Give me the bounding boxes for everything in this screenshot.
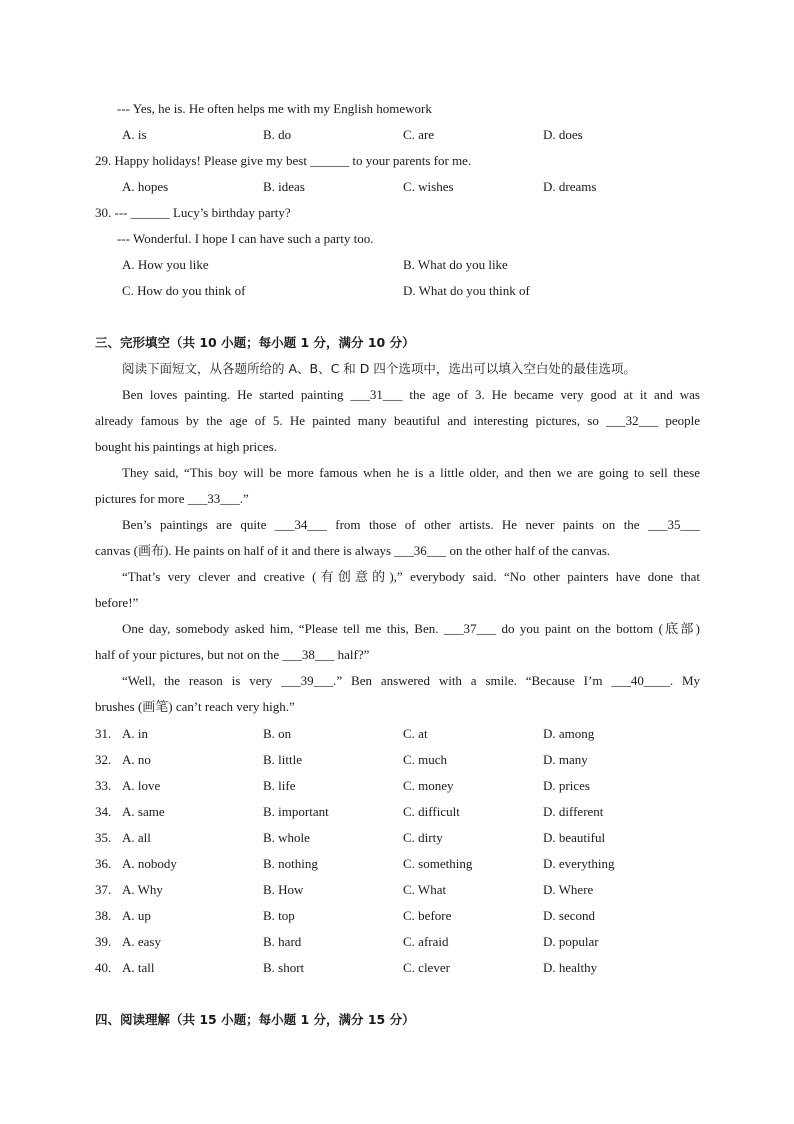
- q28-option-a: A. is: [122, 127, 147, 142]
- question-number: 34.: [95, 804, 112, 819]
- q28-option-c: C. are: [403, 127, 435, 142]
- passage-line-2: already famous by the age of 5. He painted many beautiful and interesting pictures, so ___32___ people: [95, 413, 700, 428]
- q30-option-b: B. What do you like: [403, 257, 508, 272]
- passage-line-6: Ben’s paintings are quite ___34___ from those of other artists. He never paints on the ___35___: [122, 517, 700, 532]
- option-d: D. everything: [543, 856, 615, 871]
- q30-stem: 30. --- ______ Lucy’s birthday party?: [95, 205, 291, 220]
- option-b: B. on: [263, 726, 292, 741]
- option-a: A. tall: [122, 960, 155, 975]
- option-a: A. same: [122, 804, 165, 819]
- option-a: A. no: [122, 752, 151, 767]
- option-d: D. beautiful: [543, 830, 606, 845]
- question-number: 39.: [95, 934, 112, 949]
- q29-stem: 29. Happy holidays! Please give my best ______ to your parents for me.: [95, 153, 472, 168]
- q28-option-b: B. do: [263, 127, 292, 142]
- option-c: C. something: [403, 856, 473, 871]
- option-c: C. before: [403, 908, 452, 923]
- option-b: B. nothing: [263, 856, 318, 871]
- option-d: D. prices: [543, 778, 590, 793]
- passage-line-4: They said, “This boy will be more famous when he is a little older, and then we are going to sell these: [122, 465, 700, 480]
- q30-option-a: A. How you like: [122, 257, 209, 272]
- option-c: C. What: [403, 882, 447, 897]
- option-a: A. easy: [122, 934, 161, 949]
- q30-option-d: D. What do you think of: [403, 283, 530, 298]
- option-a: A. in: [122, 726, 148, 741]
- option-a: A. nobody: [122, 856, 177, 871]
- q30-reply: --- Wonderful. I hope I can have such a party too.: [117, 231, 374, 246]
- question-number: 32.: [95, 752, 112, 767]
- option-b: B. short: [263, 960, 305, 975]
- option-b: B. important: [263, 804, 329, 819]
- question-number: 33.: [95, 778, 112, 793]
- option-a: A. love: [122, 778, 161, 793]
- q28-answer-line: --- Yes, he is. He often helps me with my English homework: [117, 101, 432, 116]
- option-b: B. How: [263, 882, 304, 897]
- option-a: A. up: [122, 908, 151, 923]
- section3-instruction: 阅读下面短文，从各题所给的 A、B、C 和 D 四个选项中，选出可以填入空白处的最佳选项。: [122, 361, 636, 376]
- q29-option-c: C. wishes: [403, 179, 454, 194]
- q30-option-c: C. How do you think of: [122, 283, 246, 298]
- option-c: C. afraid: [403, 934, 449, 949]
- passage-line-8: “That’s very clever and creative (有创意的),” everybody said. “No other painters have done that: [122, 569, 700, 584]
- passage-line-3: bought his paintings at high prices.: [95, 439, 277, 454]
- option-c: C. money: [403, 778, 454, 793]
- option-c: C. much: [403, 752, 448, 767]
- question-number: 40.: [95, 960, 112, 975]
- question-number: 31.: [95, 726, 112, 741]
- option-d: D. different: [543, 804, 604, 819]
- passage-line-1: Ben loves painting. He started painting ___31___ the age of 3. He became very good at it and was: [122, 387, 700, 402]
- option-b: B. little: [263, 752, 302, 767]
- option-b: B. whole: [263, 830, 310, 845]
- q29-option-b: B. ideas: [263, 179, 305, 194]
- option-d: D. among: [543, 726, 595, 741]
- option-c: C. dirty: [403, 830, 443, 845]
- question-number: 35.: [95, 830, 112, 845]
- question-number: 38.: [95, 908, 112, 923]
- option-b: B. hard: [263, 934, 302, 949]
- option-b: B. top: [263, 908, 295, 923]
- q28-option-d: D. does: [543, 127, 583, 142]
- option-d: D. healthy: [543, 960, 598, 975]
- option-c: C. clever: [403, 960, 450, 975]
- passage-line-13: brushes (画笔) can’t reach very high.”: [95, 699, 295, 714]
- passage-line-9: before!”: [95, 595, 139, 610]
- option-d: D. popular: [543, 934, 599, 949]
- option-a: A. Why: [122, 882, 163, 897]
- passage-line-5: pictures for more ___33___.”: [95, 491, 249, 506]
- passage-line-11: half of your pictures, but not on the ___38___ half?”: [95, 647, 370, 662]
- question-number: 36.: [95, 856, 112, 871]
- passage-line-12: “Well, the reason is very ___39___.” Ben answered with a smile. “Because I’m ___40____. My: [122, 673, 700, 688]
- option-d: D. second: [543, 908, 595, 923]
- option-b: B. life: [263, 778, 296, 793]
- option-c: C. difficult: [403, 804, 460, 819]
- passage-line-7: canvas (画布). He paints on half of it and there is always ___36___ on the other half of the canvas.: [95, 543, 611, 558]
- question-number: 37.: [95, 882, 112, 897]
- option-a: A. all: [122, 830, 151, 845]
- option-c: C. at: [403, 726, 428, 741]
- q29-option-d: D. dreams: [543, 179, 597, 194]
- section4-heading: 四、阅读理解（共 15 小题；每小题 1 分，满分 15 分）: [95, 1012, 415, 1027]
- q29-option-a: A. hopes: [122, 179, 169, 194]
- option-d: D. Where: [543, 882, 594, 897]
- option-d: D. many: [543, 752, 588, 767]
- passage-line-10: One day, somebody asked him, “Please tell me this, Ben. ___37___ do you paint on the bottom (底部): [122, 621, 700, 636]
- section3-heading: 三、完形填空（共 10 小题；每小题 1 分，满分 10 分）: [95, 335, 415, 350]
